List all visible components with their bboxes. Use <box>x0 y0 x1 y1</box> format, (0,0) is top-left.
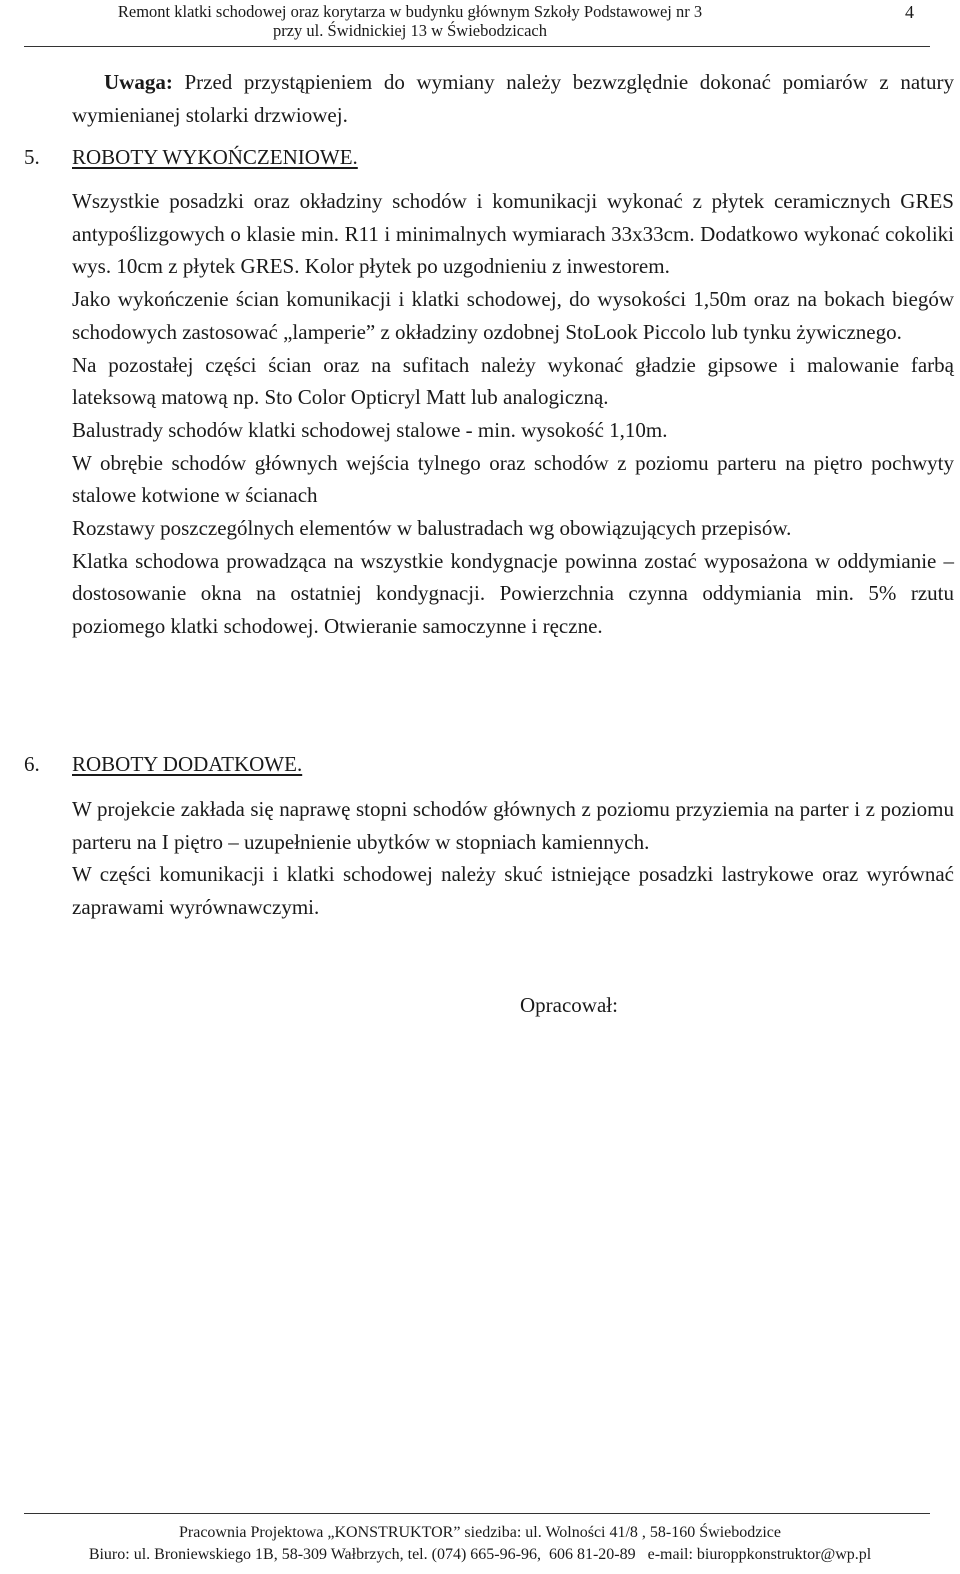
section-6-body <box>72 793 954 924</box>
warning-note <box>72 66 954 131</box>
footer-divider <box>24 1513 930 1514</box>
footer-company: Pracownia Projektowa „KONSTRUKTOR” siedziba: ul. Wolności 41/8 , 58-160 Świebodzice <box>178 1524 782 1541</box>
section-5-paragraph-6: Rozstawy poszczególnych elementów w balustradach wg obowiązujących przepisów. <box>72 516 792 541</box>
section-5-paragraph-2: Jako wykończenie ścian komunikacji i klatki schodowej, do wysokości 1,50m oraz na bokach biegów schodowych zastosować „lamperie” z okładziny ozdobnej StoLook Piccolo lub tynku żywicznego. <box>72 287 954 344</box>
section-5-body <box>72 185 954 643</box>
section-6-paragraph-1: W projekcie zakłada się naprawę stopni schodów głównych z poziomu przyziemia na parter i z poziomu parteru na I piętro – uzupełnienie ubytków w stopniach kamiennych. <box>72 797 954 854</box>
section-5-paragraph-5: W obrębie schodów głównych wejścia tylnego oraz schodów z poziomu parteru na piętro pochwyty stalowe kotwione w ścianach <box>72 450 954 508</box>
section-6-number: 6. <box>24 752 40 776</box>
signature-label: Opracował: <box>520 993 618 1017</box>
page-number: 4 <box>905 2 914 22</box>
section-6-title: ROBOTY DODATKOWE. <box>72 752 303 776</box>
section-5-heading <box>24 141 358 173</box>
header-title: Remont klatki schodowej oraz korytarza w budynku głównym Szkoły Podstawowej nr 3 <box>117 2 703 21</box>
section-6-heading <box>24 748 302 780</box>
warning-text: Przed przystąpieniem do wymiany należy bezwzględnie dokonać pomiarów z natury wymienianej stolarki drzwiowej. <box>72 70 954 127</box>
header-divider <box>24 46 930 47</box>
footer-contact: Biuro: ul. Broniewskiego 1B, 58-309 Wałbrzych, tel. (074) 665-96-96, 606 81-20-89 e-mail: biuroppkonstruktor@wp.pl <box>88 1546 872 1563</box>
warning-label: Uwaga: <box>104 70 173 94</box>
page-header <box>0 0 960 50</box>
section-5-title: ROBOTY WYKOŃCZENIOWE. <box>72 145 358 169</box>
section-5-number: 5. <box>24 145 40 169</box>
section-5-paragraph-3: Na pozostałej części ścian oraz na sufitach należy wykonać gładzie gipsowe i malowanie farbą lateksową matową np. Sto Color Opticryl Matt lub analogiczną. <box>72 352 954 410</box>
section-6-paragraph-2: W części komunikacji i klatki schodowej należy skuć istniejące posadzki lastrykowe oraz wyrównać zaprawami wyrównawczymi. <box>72 862 954 920</box>
section-5-paragraph-7: Klatka schodowa prowadząca na wszystkie kondygnacje powinna zostać wyposażona w oddymianie – dostosowanie okna na ostatniej kondygnacji. Powierzchnia czynna oddymiania min. 5% rzutu poziomego klatki schodowej. Otwieranie samoczynne i ręczne. <box>72 548 954 639</box>
header-address: przy ul. Świdnickiej 13 w Świebodzicach <box>272 21 548 40</box>
section-5-paragraph-1: Wszystkie posadzki oraz okładziny schodów i komunikacji wykonać z płytek ceramicznych GRES antypoślizgowych o klasie min. R11 i minimalnych wymiarach 33x33cm. Dodatkowo wykonać cokoliki wys. 10cm z płytek GRES. Kolor płytek po uzgodnieniu z inwestorem. <box>72 189 954 279</box>
section-5-paragraph-4: Balustrady schodów klatki schodowej stalowe - min. wysokość 1,10m. <box>72 417 668 442</box>
